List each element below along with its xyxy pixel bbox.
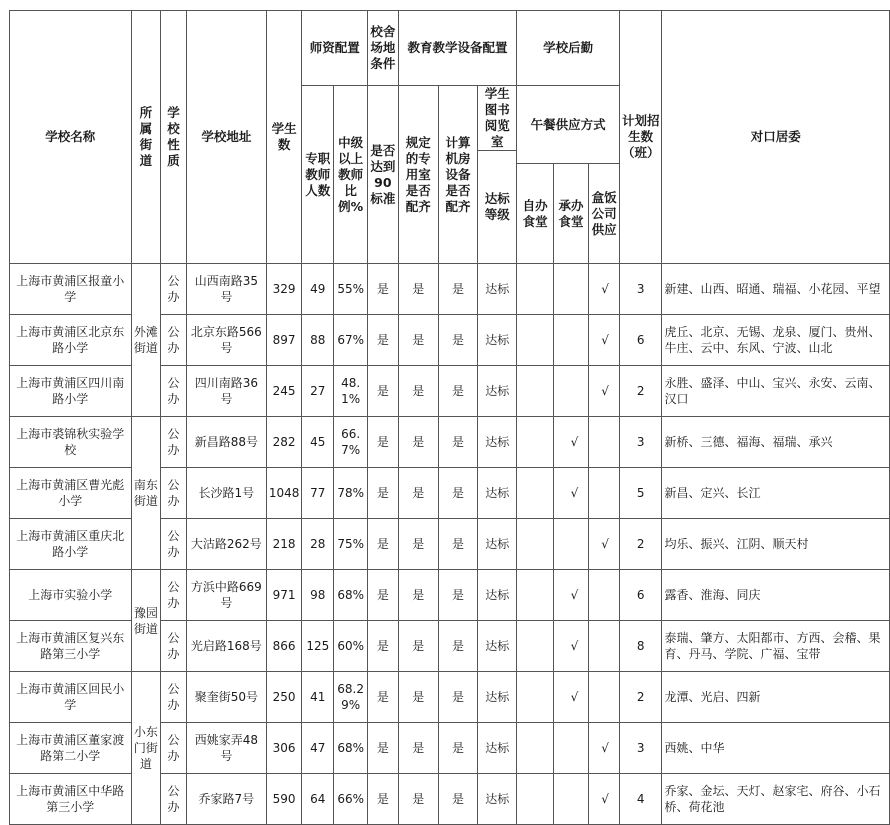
school-name-cell: 上海市黄浦区北京东路小学 [10, 315, 132, 366]
header-library: 学生图书阅览室 [478, 86, 517, 151]
library-level-cell: 达标 [478, 315, 517, 366]
header-boxed-lunch: 盒饭公司供应 [589, 164, 620, 264]
library-level-cell: 达标 [478, 366, 517, 417]
header-school-name: 学校名称 [10, 11, 132, 264]
classes-cell: 8 [619, 621, 662, 672]
nature-cell: 公办 [161, 621, 187, 672]
contract-lunch-cell [553, 519, 589, 570]
teachers-cell: 88 [302, 315, 334, 366]
classes-cell: 4 [619, 774, 662, 825]
header-computer-room: 计算机房设备是否配齐 [438, 86, 477, 264]
school-name-cell: 上海市黄浦区复兴东路第三小学 [10, 621, 132, 672]
library-level-cell: 达标 [478, 672, 517, 723]
nature-cell: 公办 [161, 315, 187, 366]
classes-cell: 2 [619, 672, 662, 723]
ratio-cell: 78% [334, 468, 368, 519]
committees-cell: 新昌、定兴、长江 [662, 468, 890, 519]
boxed-lunch-cell: √ [589, 774, 620, 825]
header-address: 学校地址 [186, 11, 266, 264]
library-level-cell: 达标 [478, 723, 517, 774]
address-cell: 四川南路36号 [186, 366, 266, 417]
address-cell: 北京东路566号 [186, 315, 266, 366]
students-cell: 1048 [266, 468, 302, 519]
district-cell: 外滩街道 [131, 264, 161, 417]
rooms-cell: 是 [398, 519, 438, 570]
contract-lunch-cell [553, 723, 589, 774]
teachers-cell: 41 [302, 672, 334, 723]
table-row [10, 570, 890, 621]
library-level-cell: 达标 [478, 570, 517, 621]
students-cell: 306 [266, 723, 302, 774]
committees-cell: 西姚、中华 [662, 723, 890, 774]
committees-cell: 均乐、振兴、江阴、顺天村 [662, 519, 890, 570]
table-row [10, 672, 890, 723]
address-cell: 长沙路1号 [186, 468, 266, 519]
committees-cell: 泰瑞、肇方、太阳都市、方西、会稽、果育、丹马、学院、广福、宝带 [662, 621, 890, 672]
classes-cell: 3 [619, 417, 662, 468]
school-name-cell: 上海市黄浦区曹光彪小学 [10, 468, 132, 519]
header-equipment: 教育教学设备配置 [398, 11, 517, 86]
address-cell: 山西南路35号 [186, 264, 266, 315]
students-cell: 250 [266, 672, 302, 723]
meets-cell: 是 [368, 570, 399, 621]
classes-cell: 6 [619, 570, 662, 621]
boxed-lunch-cell: √ [589, 723, 620, 774]
contract-lunch-cell: √ [553, 570, 589, 621]
teachers-cell: 125 [302, 621, 334, 672]
own-lunch-cell [517, 468, 553, 519]
boxed-lunch-cell [589, 621, 620, 672]
students-cell: 218 [266, 519, 302, 570]
contract-lunch-cell [553, 315, 589, 366]
header-meets-90: 是否达到90标准 [368, 86, 399, 264]
classes-cell: 5 [619, 468, 662, 519]
meets-cell: 是 [368, 468, 399, 519]
header-library-level: 达标等级 [478, 151, 517, 264]
boxed-lunch-cell [589, 570, 620, 621]
contract-lunch-cell [553, 774, 589, 825]
computers-cell: 是 [438, 621, 477, 672]
ratio-cell: 68% [334, 570, 368, 621]
meets-cell: 是 [368, 774, 399, 825]
computers-cell: 是 [438, 723, 477, 774]
district-cell: 小东门街道 [131, 672, 161, 825]
committees-cell: 新建、山西、昭通、瑞福、小花园、平望 [662, 264, 890, 315]
library-level-cell: 达标 [478, 264, 517, 315]
boxed-lunch-cell [589, 672, 620, 723]
address-cell: 乔家路7号 [186, 774, 266, 825]
meets-cell: 是 [368, 519, 399, 570]
ratio-cell: 66% [334, 774, 368, 825]
own-lunch-cell [517, 774, 553, 825]
teachers-cell: 49 [302, 264, 334, 315]
rooms-cell: 是 [398, 264, 438, 315]
contract-lunch-cell: √ [553, 417, 589, 468]
meets-cell: 是 [368, 621, 399, 672]
meets-cell: 是 [368, 366, 399, 417]
teachers-cell: 77 [302, 468, 334, 519]
address-cell: 聚奎街50号 [186, 672, 266, 723]
ratio-cell: 48.1% [334, 366, 368, 417]
rooms-cell: 是 [398, 315, 438, 366]
committees-cell: 龙潭、光启、四新 [662, 672, 890, 723]
nature-cell: 公办 [161, 519, 187, 570]
students-cell: 590 [266, 774, 302, 825]
header-senior-ratio: 中级以上教师比例% [334, 86, 368, 264]
boxed-lunch-cell: √ [589, 366, 620, 417]
meets-cell: 是 [368, 723, 399, 774]
meets-cell: 是 [368, 672, 399, 723]
teachers-cell: 27 [302, 366, 334, 417]
rooms-cell: 是 [398, 570, 438, 621]
district-cell: 南东街道 [131, 417, 161, 570]
students-cell: 866 [266, 621, 302, 672]
own-lunch-cell [517, 570, 553, 621]
header-full-time-teachers: 专职教师人数 [302, 86, 334, 264]
header-own-canteen: 自办食堂 [517, 164, 553, 264]
header-street: 所属街道 [131, 11, 161, 264]
contract-lunch-cell [553, 264, 589, 315]
own-lunch-cell [517, 672, 553, 723]
nature-cell: 公办 [161, 468, 187, 519]
committees-cell: 永胜、盛泽、中山、宝兴、永安、云南、汉口 [662, 366, 890, 417]
classes-cell: 6 [619, 315, 662, 366]
boxed-lunch-cell [589, 417, 620, 468]
rooms-cell: 是 [398, 723, 438, 774]
address-cell: 西姚家弄48号 [186, 723, 266, 774]
header-committees: 对口居委 [662, 11, 890, 264]
computers-cell: 是 [438, 315, 477, 366]
nature-cell: 公办 [161, 774, 187, 825]
header-nature: 学校性质 [161, 11, 187, 264]
computers-cell: 是 [438, 468, 477, 519]
library-level-cell: 达标 [478, 468, 517, 519]
school-name-cell: 上海市黄浦区董家渡路第二小学 [10, 723, 132, 774]
classes-cell: 3 [619, 723, 662, 774]
rooms-cell: 是 [398, 468, 438, 519]
students-cell: 282 [266, 417, 302, 468]
rooms-cell: 是 [398, 774, 438, 825]
contract-lunch-cell [553, 366, 589, 417]
school-name-cell: 上海市黄浦区重庆北路小学 [10, 519, 132, 570]
boxed-lunch-cell [589, 468, 620, 519]
ratio-cell: 60% [334, 621, 368, 672]
committees-cell: 虎丘、北京、无锡、龙泉、厦门、贵州、牛庄、云中、东风、宁波、山北 [662, 315, 890, 366]
nature-cell: 公办 [161, 723, 187, 774]
teachers-cell: 98 [302, 570, 334, 621]
computers-cell: 是 [438, 417, 477, 468]
committees-cell: 露香、淮海、同庆 [662, 570, 890, 621]
school-name-cell: 上海市黄浦区四川南路小学 [10, 366, 132, 417]
nature-cell: 公办 [161, 672, 187, 723]
committees-cell: 乔家、金坛、天灯、赵家宅、府谷、小石桥、荷花池 [662, 774, 890, 825]
table-row [10, 264, 890, 315]
ratio-cell: 68% [334, 723, 368, 774]
own-lunch-cell [517, 366, 553, 417]
boxed-lunch-cell: √ [589, 315, 620, 366]
header-students: 学生数 [266, 11, 302, 264]
library-level-cell: 达标 [478, 519, 517, 570]
rooms-cell: 是 [398, 621, 438, 672]
meets-cell: 是 [368, 417, 399, 468]
ratio-cell: 75% [334, 519, 368, 570]
nature-cell: 公办 [161, 417, 187, 468]
meets-cell: 是 [368, 315, 399, 366]
own-lunch-cell [517, 723, 553, 774]
header-contract-canteen: 承办食堂 [553, 164, 589, 264]
teachers-cell: 28 [302, 519, 334, 570]
students-cell: 897 [266, 315, 302, 366]
own-lunch-cell [517, 417, 553, 468]
school-name-cell: 上海市实验小学 [10, 570, 132, 621]
committees-cell: 新桥、三德、福海、福瑞、承兴 [662, 417, 890, 468]
address-cell: 大沽路262号 [186, 519, 266, 570]
header-site-conditions: 校舍场地条件 [368, 11, 399, 86]
ratio-cell: 55% [334, 264, 368, 315]
library-level-cell: 达标 [478, 417, 517, 468]
header-logistics: 学校后勤 [517, 11, 620, 86]
computers-cell: 是 [438, 519, 477, 570]
meets-cell: 是 [368, 264, 399, 315]
own-lunch-cell [517, 315, 553, 366]
header-teacher-config: 师资配置 [302, 11, 368, 86]
computers-cell: 是 [438, 264, 477, 315]
address-cell: 光启路168号 [186, 621, 266, 672]
school-info-table [9, 10, 890, 825]
library-level-cell: 达标 [478, 774, 517, 825]
students-cell: 329 [266, 264, 302, 315]
rooms-cell: 是 [398, 366, 438, 417]
own-lunch-cell [517, 264, 553, 315]
students-cell: 971 [266, 570, 302, 621]
address-cell: 方浜中路669号 [186, 570, 266, 621]
computers-cell: 是 [438, 570, 477, 621]
computers-cell: 是 [438, 366, 477, 417]
header-special-rooms: 规定的专用室是否配齐 [398, 86, 438, 264]
school-name-cell: 上海市黄浦区回民小学 [10, 672, 132, 723]
contract-lunch-cell: √ [553, 672, 589, 723]
rooms-cell: 是 [398, 417, 438, 468]
classes-cell: 2 [619, 366, 662, 417]
classes-cell: 3 [619, 264, 662, 315]
teachers-cell: 45 [302, 417, 334, 468]
own-lunch-cell [517, 621, 553, 672]
header-plan-classes: 计划招生数（班） [619, 11, 662, 264]
contract-lunch-cell: √ [553, 621, 589, 672]
nature-cell: 公办 [161, 366, 187, 417]
school-name-cell: 上海市裘锦秋实验学校 [10, 417, 132, 468]
classes-cell: 2 [619, 519, 662, 570]
school-name-cell: 上海市黄浦区报童小学 [10, 264, 132, 315]
computers-cell: 是 [438, 672, 477, 723]
nature-cell: 公办 [161, 570, 187, 621]
district-cell: 豫园街道 [131, 570, 161, 672]
header-lunch: 午餐供应方式 [517, 86, 620, 164]
ratio-cell: 68.29% [334, 672, 368, 723]
ratio-cell: 66.7% [334, 417, 368, 468]
ratio-cell: 67% [334, 315, 368, 366]
computers-cell: 是 [438, 774, 477, 825]
library-level-cell: 达标 [478, 621, 517, 672]
teachers-cell: 47 [302, 723, 334, 774]
school-name-cell: 上海市黄浦区中华路第三小学 [10, 774, 132, 825]
rooms-cell: 是 [398, 672, 438, 723]
boxed-lunch-cell: √ [589, 519, 620, 570]
students-cell: 245 [266, 366, 302, 417]
address-cell: 新昌路88号 [186, 417, 266, 468]
contract-lunch-cell: √ [553, 468, 589, 519]
own-lunch-cell [517, 519, 553, 570]
table-row [10, 417, 890, 468]
nature-cell: 公办 [161, 264, 187, 315]
teachers-cell: 64 [302, 774, 334, 825]
boxed-lunch-cell: √ [589, 264, 620, 315]
